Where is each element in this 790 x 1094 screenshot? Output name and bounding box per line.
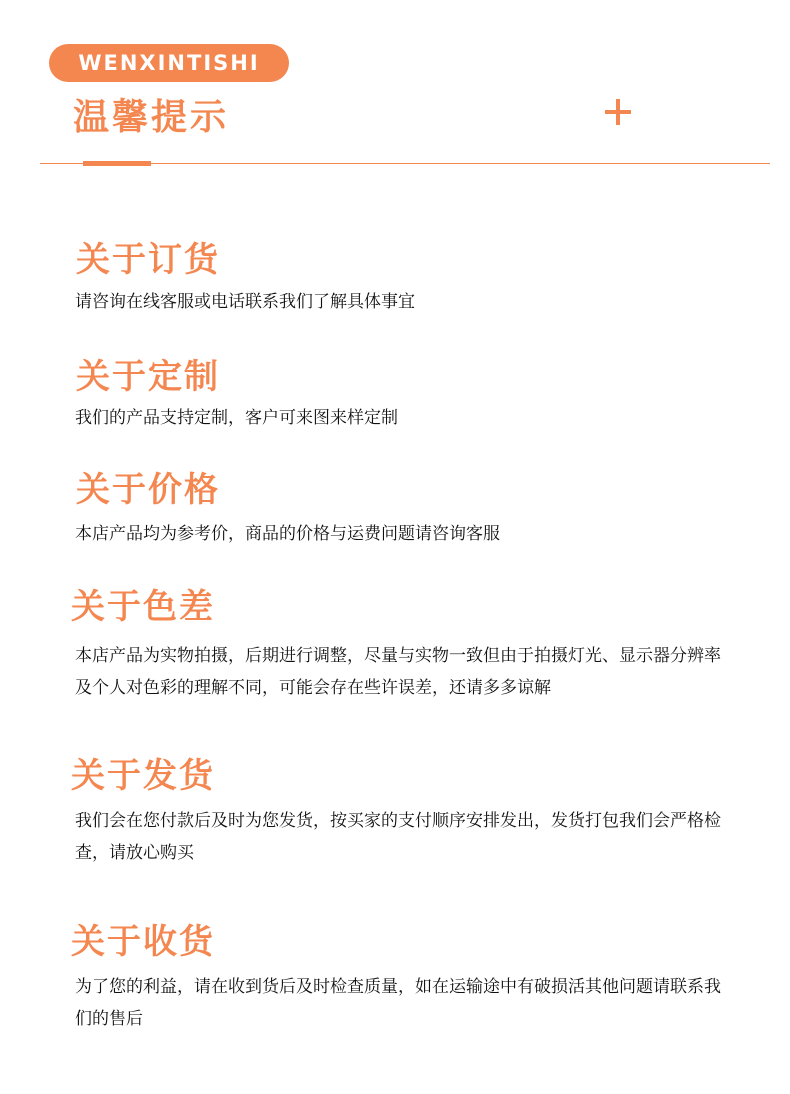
section-title: 关于价格 <box>76 470 220 510</box>
section-title: 关于色差 <box>71 587 215 627</box>
header-badge: WENXINTISHI <box>49 44 289 82</box>
header-accent-bar <box>83 161 151 166</box>
section-title: 关于订货 <box>76 240 220 280</box>
section-body: 我们会在您付款后及时为您发货，按买家的支付顺序安排发出，发货打包我们会严格检查，请放心购买 <box>75 811 721 863</box>
section-body: 本店产品均为参考价，商品的价格与运费问题请咨询客服 <box>75 524 500 544</box>
page-title: 温馨提示 <box>73 97 230 138</box>
section-body: 本店产品为实物拍摄，后期进行调整，尽量与实物一致但由于拍摄灯光、显示器分辨率及个人对色彩的理解不同，可能会存在些许误差，还请多多谅解 <box>75 646 721 698</box>
section-title: 关于定制 <box>76 357 220 397</box>
section-body: 请咨询在线客服或电话联系我们了解具体事宜 <box>75 292 415 312</box>
section-title: 关于收货 <box>71 922 215 962</box>
plus-icon <box>605 99 631 125</box>
section-body: 为了您的利益，请在收到货后及时检查质量，如在运输途中有破损活其他问题请联系我们的售后 <box>75 977 721 1029</box>
section-body: 我们的产品支持定制，客户可来图来样定制 <box>75 408 398 428</box>
section-title: 关于发货 <box>71 756 215 796</box>
